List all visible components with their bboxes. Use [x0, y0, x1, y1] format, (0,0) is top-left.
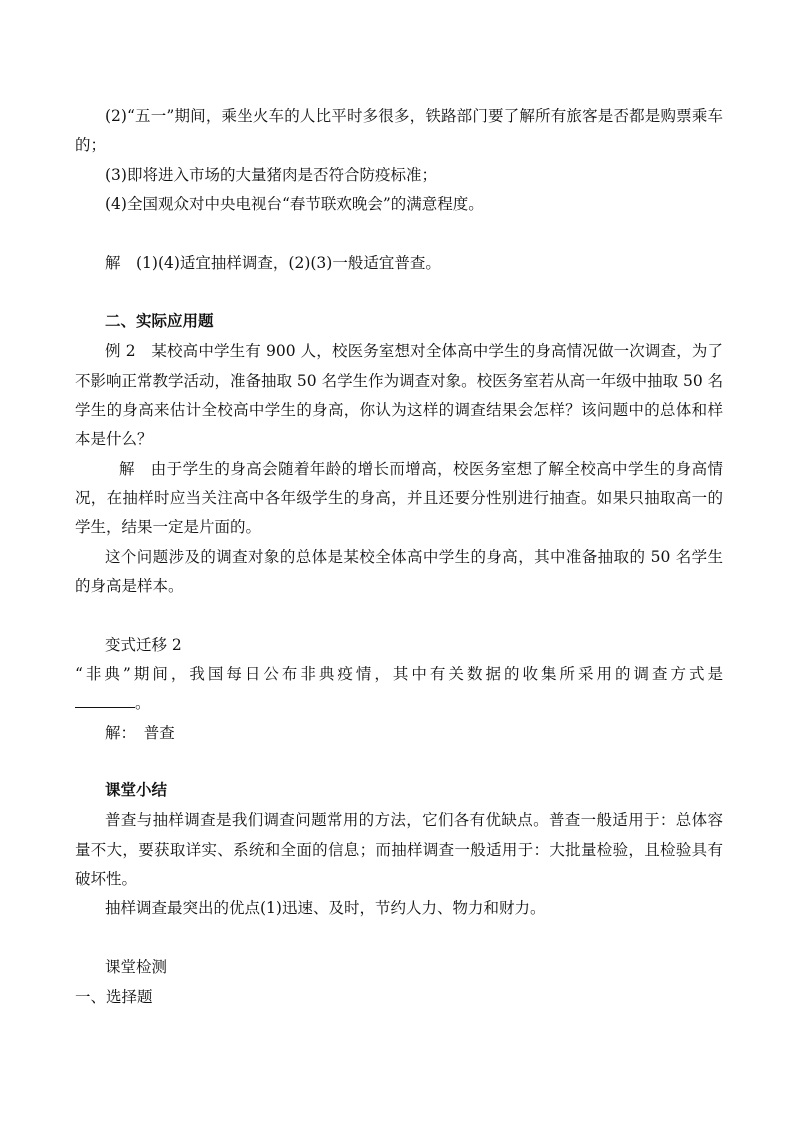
summary-heading: 课堂小结	[105, 780, 168, 799]
example2-solution-line1: 解 由于学生的身高会随着年龄的增长而增高，校医务室想了解全校高中学生的身高情	[119, 460, 723, 478]
variant-heading: 变式迁移 2	[105, 636, 182, 654]
example2-line2: 不影响正常教学活动，准备抽取 50 名学生作为调查对象。校医务室若从高一年级中抽取 50 名	[75, 372, 724, 390]
summary-line1: 普查与抽样调查是我们调查问题常用的方法，它们各有优缺点。普查一般适用于：总体容	[105, 811, 723, 829]
section2-heading: 二、实际应用题	[105, 311, 214, 330]
summary-line4: 抽样调查最突出的优点(1)迅速、及时，节约人力、物力和财力。	[105, 899, 546, 917]
summary-line2: 量不大，要获取详实、系统和全面的信息；而抽样调查一般适用于：大批量检验，且检验具有	[75, 841, 723, 859]
variant-question-line2	[75, 693, 151, 713]
variant-question-line1: “非典”期间，我国每日公布非典疫情，其中有关数据的收集所采用的调查方式是	[75, 665, 723, 683]
example2-line1: 例 2 某校高中学生有 900 人，校医务室想对全体高中学生的身高情况做一次调查，为了	[105, 342, 723, 360]
example2-solution-line3: 学生，结果一定是片面的。	[75, 518, 262, 536]
example2-solution-line2: 况，在抽样时应当关注高中各年级学生的身高，并且还要分性别进行抽查。如果只抽取高一的	[75, 489, 723, 507]
test-heading: 课堂检测	[105, 958, 168, 976]
example2-solution-line5: 的身高是样本。	[75, 577, 184, 595]
variant-line2-end: 。	[135, 694, 151, 712]
example1-question4: (4)全国观众对中央电视台“春节联欢晚会”的满意程度。	[105, 195, 484, 213]
summary-line3: 破坏性。	[75, 870, 138, 888]
example1-question3: (3)即将进入市场的大量猪肉是否符合防疫标准；	[105, 166, 437, 184]
example1-question2-line2: 的；	[75, 136, 107, 154]
example2-solution-line4: 这个问题涉及的调查对象的总体是某校全体高中学生的身高，其中准备抽取的 50 名学生	[105, 548, 723, 566]
example1-solution: 解 (1)(4)适宜抽样调查，(2)(3)一般适宜普查。	[105, 254, 441, 272]
example2-line4: 本是什么？	[75, 430, 153, 448]
example2-line3: 学生的身高来估计全校高中学生的身高，你认为这样的调查结果会怎样？该问题中的总体和样	[75, 401, 723, 419]
variant-answer: 解： 普查	[105, 724, 175, 742]
test-subheading: 一、选择题	[75, 988, 153, 1006]
answer-blank	[75, 693, 135, 708]
example1-question2-line1: (2)“五一”期间，乘坐火车的人比平时多很多，铁路部门要了解所有旅客是否都是购票乘车	[105, 107, 723, 125]
